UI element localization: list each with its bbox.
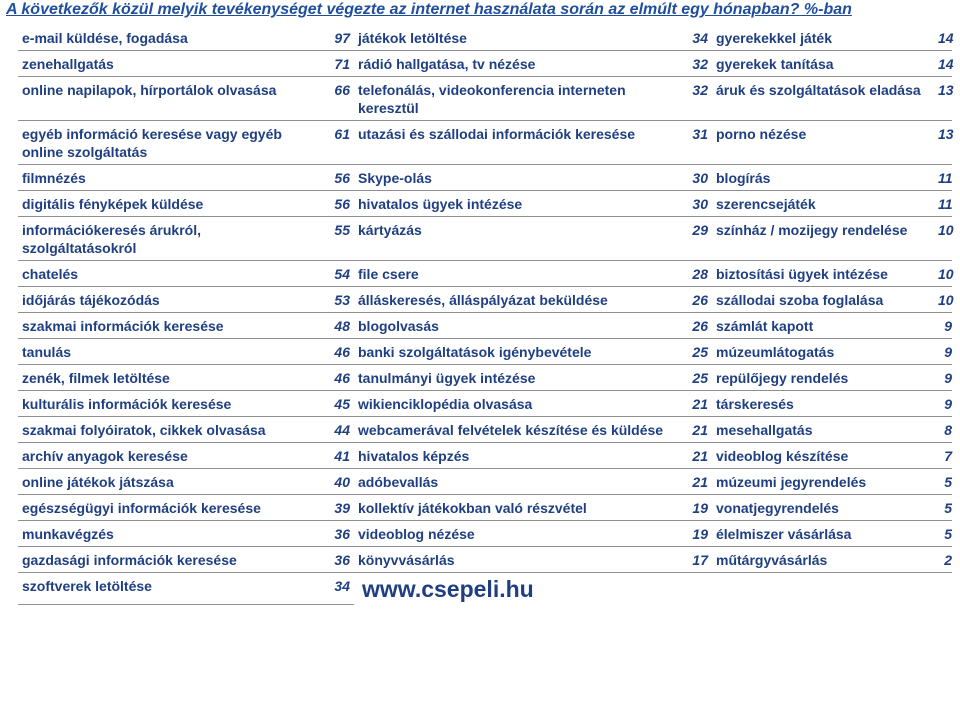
activity-label: mesehallgatás xyxy=(712,417,934,443)
activity-label: digitális fényképek küldése xyxy=(18,191,322,217)
table-row xyxy=(18,443,952,469)
activity-label: blogolvasás xyxy=(354,313,684,339)
activity-percent: 13 xyxy=(934,121,952,165)
table-row xyxy=(18,25,952,51)
activity-percent: 28 xyxy=(684,261,712,287)
activity-label: gyerekekkel játék xyxy=(712,25,934,51)
activity-percent: 11 xyxy=(934,191,952,217)
activity-percent: 9 xyxy=(934,313,952,339)
activity-label: file csere xyxy=(354,261,684,287)
activity-percent: 66 xyxy=(322,77,354,121)
activity-percent: 5 xyxy=(934,469,952,495)
activity-percent: 19 xyxy=(684,521,712,547)
activity-label: online napilapok, hírportálok olvasása xyxy=(18,77,322,121)
activity-label: archív anyagok keresése xyxy=(18,443,322,469)
activity-percent: 71 xyxy=(322,51,354,77)
activity-percent: 56 xyxy=(322,165,354,191)
activity-label: műtárgyvásárlás xyxy=(712,547,934,573)
activity-label: múzeumi jegyrendelés xyxy=(712,469,934,495)
table-row xyxy=(18,261,952,287)
activity-percent: 97 xyxy=(322,25,354,51)
activity-percent: 2 xyxy=(934,547,952,573)
activity-label: társkeresés xyxy=(712,391,934,417)
activity-label: online játékok játszása xyxy=(18,469,322,495)
activity-percent: 39 xyxy=(322,495,354,521)
activity-percent: 34 xyxy=(684,25,712,51)
activity-label: szerencsejáték xyxy=(712,191,934,217)
activity-percent: 11 xyxy=(934,165,952,191)
activity-label: e-mail küldése, fogadása xyxy=(18,25,322,51)
table-row xyxy=(18,417,952,443)
activity-label: blogírás xyxy=(712,165,934,191)
activity-label: gazdasági információk keresése xyxy=(18,547,322,573)
site-footer xyxy=(354,573,952,605)
activity-label: adóbevallás xyxy=(354,469,684,495)
table-row xyxy=(18,287,952,313)
activity-percent: 36 xyxy=(322,521,354,547)
table-row xyxy=(18,51,952,77)
page-title: A következők közül melyik tevékenységet végezte az internet használata során az elmúlt egy hónapban? %-ban xyxy=(6,1,852,18)
activity-percent: 53 xyxy=(322,287,354,313)
activity-label: wikienciklopédia olvasása xyxy=(354,391,684,417)
activity-label: munkavégzés xyxy=(18,521,322,547)
activity-label: élelmiszer vásárlása xyxy=(712,521,934,547)
activity-label: rádió hallgatása, tv nézése xyxy=(354,51,684,77)
activity-percent: 19 xyxy=(684,495,712,521)
activity-label: egyéb információ keresése vagy egyéb online szolgáltatás xyxy=(18,121,322,165)
activity-percent: 26 xyxy=(684,287,712,313)
activity-percent: 5 xyxy=(934,521,952,547)
activity-percent: 44 xyxy=(322,417,354,443)
activity-percent: 14 xyxy=(934,25,952,51)
activity-percent: 14 xyxy=(934,51,952,77)
table-row xyxy=(18,469,952,495)
activity-label: videoblog nézése xyxy=(354,521,684,547)
activity-label: chatelés xyxy=(18,261,322,287)
activity-label: hivatalos ügyek intézése xyxy=(354,191,684,217)
activity-label: gyerekek tanítása xyxy=(712,51,934,77)
activity-percent: 40 xyxy=(322,469,354,495)
table-row xyxy=(18,391,952,417)
activity-label: banki szolgáltatások igénybevétele xyxy=(354,339,684,365)
activity-label: utazási és szállodai információk keresése xyxy=(354,121,684,165)
site-url[interactable]: www.csepeli.hu xyxy=(362,576,534,602)
activity-label: könyvvásárlás xyxy=(354,547,684,573)
activity-label: biztosítási ügyek intézése xyxy=(712,261,934,287)
table-row xyxy=(18,191,952,217)
activity-percent: 25 xyxy=(684,339,712,365)
activity-label: tanulmányi ügyek intézése xyxy=(354,365,684,391)
activity-label: áruk és szolgáltatások eladása xyxy=(712,77,934,121)
activity-percent: 5 xyxy=(934,495,952,521)
activity-percent: 56 xyxy=(322,191,354,217)
activity-percent: 32 xyxy=(684,51,712,77)
table-row xyxy=(18,495,952,521)
activity-label: számlát kapott xyxy=(712,313,934,339)
activity-percent: 9 xyxy=(934,391,952,417)
activity-percent: 13 xyxy=(934,77,952,121)
activity-percent: 61 xyxy=(322,121,354,165)
activity-label: porno nézése xyxy=(712,121,934,165)
activity-percent: 46 xyxy=(322,339,354,365)
activity-label: telefonálás, videokonferencia interneten keresztül xyxy=(354,77,684,121)
activity-percent: 26 xyxy=(684,313,712,339)
activity-label: hivatalos képzés xyxy=(354,443,684,469)
activity-label: zenék, filmek letöltése xyxy=(18,365,322,391)
activity-label: zenehallgatás xyxy=(18,51,322,77)
activity-percent: 17 xyxy=(684,547,712,573)
activity-percent: 29 xyxy=(684,217,712,261)
activity-label: szakmai információk keresése xyxy=(18,313,322,339)
table-row xyxy=(18,165,952,191)
activity-percent: 10 xyxy=(934,217,952,261)
activity-label: repülőjegy rendelés xyxy=(712,365,934,391)
table-row xyxy=(18,547,952,573)
activity-percent: 9 xyxy=(934,339,952,365)
activity-percent: 25 xyxy=(684,365,712,391)
activity-percent: 32 xyxy=(684,77,712,121)
table-row xyxy=(18,121,952,165)
activity-percent: 21 xyxy=(684,417,712,443)
table-row xyxy=(18,313,952,339)
activity-percent: 45 xyxy=(322,391,354,417)
activity-label: álláskeresés, álláspályázat beküldése xyxy=(354,287,684,313)
activity-label: Skype-olás xyxy=(354,165,684,191)
activity-percent: 30 xyxy=(684,165,712,191)
activity-label: múzeumlátogatás xyxy=(712,339,934,365)
table-row xyxy=(18,217,952,261)
activity-label: videoblog készítése xyxy=(712,443,934,469)
activity-percent: 34 xyxy=(322,573,354,605)
activity-percent: 30 xyxy=(684,191,712,217)
activity-percent: 31 xyxy=(684,121,712,165)
activity-label: vonatjegyrendelés xyxy=(712,495,934,521)
activity-label: kártyázás xyxy=(354,217,684,261)
activity-percent: 21 xyxy=(684,443,712,469)
activity-label: játékok letöltése xyxy=(354,25,684,51)
table-row xyxy=(18,339,952,365)
activity-percent: 21 xyxy=(684,469,712,495)
activity-label: egészségügyi információk keresése xyxy=(18,495,322,521)
activity-percent: 46 xyxy=(322,365,354,391)
activity-table xyxy=(18,25,952,605)
activity-label: színház / mozijegy rendelése xyxy=(712,217,934,261)
activity-percent: 10 xyxy=(934,287,952,313)
activity-percent: 21 xyxy=(684,391,712,417)
activity-label: szállodai szoba foglalása xyxy=(712,287,934,313)
activity-percent: 8 xyxy=(934,417,952,443)
activity-label: szoftverek letöltése xyxy=(18,573,322,605)
activity-percent: 48 xyxy=(322,313,354,339)
activity-label: szakmai folyóiratok, cikkek olvasása xyxy=(18,417,322,443)
activity-percent: 54 xyxy=(322,261,354,287)
activity-label: tanulás xyxy=(18,339,322,365)
activity-label: webcamerával felvételek készítése és küldése xyxy=(354,417,684,443)
activity-percent: 10 xyxy=(934,261,952,287)
activity-label: időjárás tájékozódás xyxy=(18,287,322,313)
table-row xyxy=(18,77,952,121)
activity-percent: 7 xyxy=(934,443,952,469)
activity-label: filmnézés xyxy=(18,165,322,191)
activity-percent: 9 xyxy=(934,365,952,391)
table-row xyxy=(18,573,952,605)
activity-percent: 41 xyxy=(322,443,354,469)
activity-label: információkeresés árukról, szolgáltatásokról xyxy=(18,217,322,261)
activity-label: kollektív játékokban való részvétel xyxy=(354,495,684,521)
table-row xyxy=(18,521,952,547)
table-row xyxy=(18,365,952,391)
activity-percent: 55 xyxy=(322,217,354,261)
activity-label: kulturális információk keresése xyxy=(18,391,322,417)
activity-percent: 36 xyxy=(322,547,354,573)
activity-table-body xyxy=(18,25,952,604)
